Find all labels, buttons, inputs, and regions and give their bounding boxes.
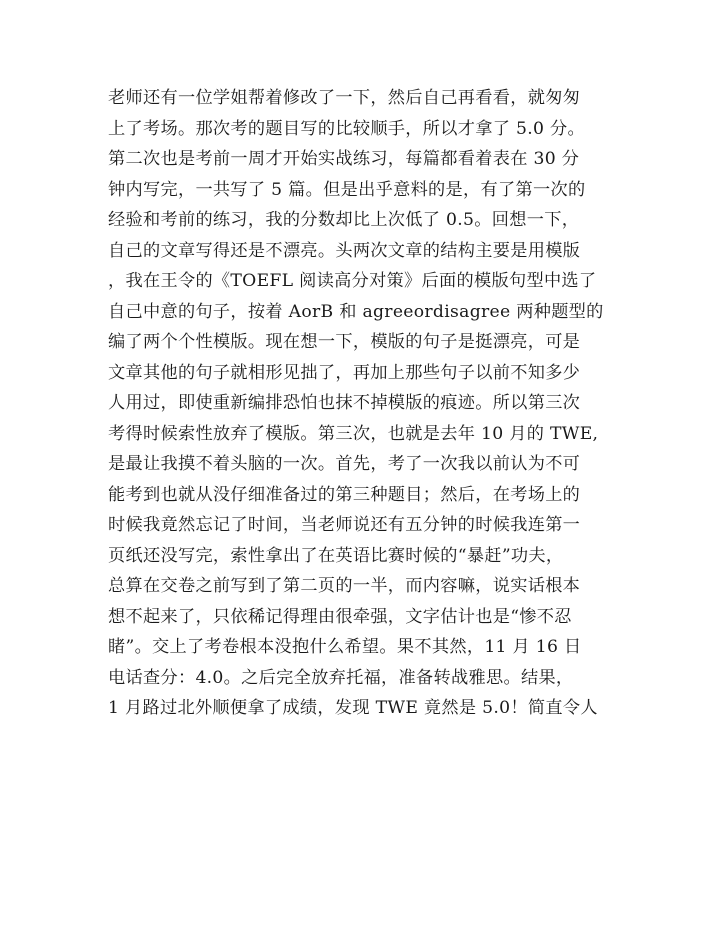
text-line: 经验和考前的练习，我的分数却比上次低了 0.5。回想一下， [108,210,580,230]
text-line: 人用过，即使重新编排恐怕也抹不掉模版的痕迹。所以第三次 [108,393,581,413]
text-line: 第二次也是考前一周才开始实战练习，每篇都看着表在 30 分 [108,149,580,169]
text-line: 想不起来了，只依稀记得理由很牵强，文字估计也是“惨不忍 [108,606,572,627]
text-line: 总算在交卷之前写到了第二页的一半，而内容嘛，说实话根本 [108,576,581,596]
text-line: 自己中意的句子，按着 AorB 和 agreeordisagree 两种题型的 [108,301,604,322]
text-line: 能考到也就从没仔细准备过的第三种题目；然后，在考场上的 [108,484,581,505]
text-line: 考得时候索性放弃了模版。第三次，也就是去年 10 月的 TWE, [108,423,599,444]
text-line: 页纸还没写完，索性拿出了在英语比赛时候的“暴赶”功夫， [108,545,564,566]
text-line: 老师还有一位学姐帮着修改了一下，然后自己再看看，就匆匆 [108,88,581,108]
text-line: 时候我竟然忘记了时间，当老师说还有五分钟的时候我连第一 [108,515,581,535]
text-line: 电话查分：4.0。之后完全放弃托福，准备转战雅思。结果， [108,667,574,688]
text-line: 是最让我摸不着头脑的一次。首先，考了一次我以前认为不可 [108,454,581,474]
text-line: ，我在王令的《TOEFL 阅读高分对策》后面的模版句型中选了 [108,271,597,291]
text-line: 睹”。交上了考卷根本没抱什么希望。果不其然，11 月 16 日 [108,637,582,657]
text-line: 1 月路过北外顺便拿了成绩，发现 TWE 竟然是 5.0！简直令人 [108,698,598,718]
text-line: 上了考场。那次考的题目写的比较顺手，所以才拿了 5.0 分。 [108,118,585,139]
text-line: 编了两个个性模版。现在想一下，模版的句子是挺漂亮，可是 [108,332,581,352]
body-text [108,83,618,724]
text-line: 文章其他的句子就相形见拙了，再加上那些句子以前不知多少 [108,362,581,383]
text-line: 自己的文章写得还是不漂亮。头两次文章的结构主要是用模版 [108,240,581,261]
text-line: 钟内写完，一共写了 5 篇。但是出乎意料的是，有了第一次的 [108,179,586,200]
